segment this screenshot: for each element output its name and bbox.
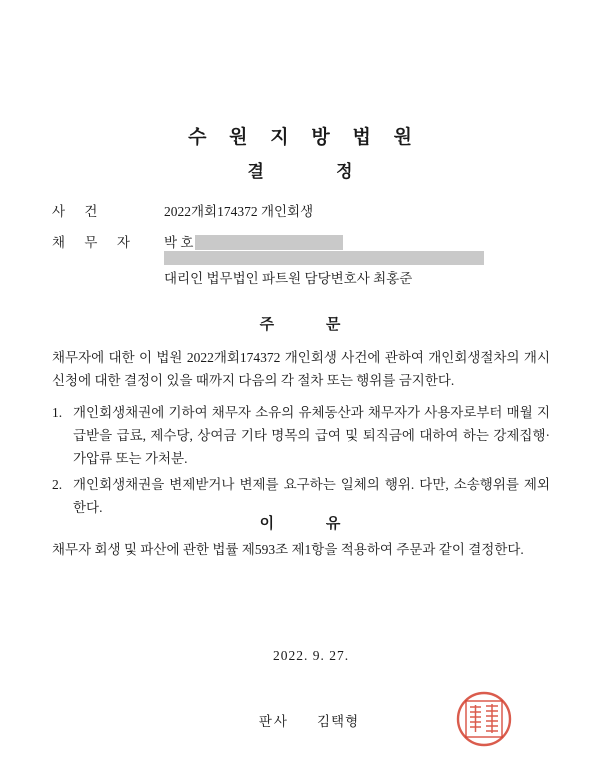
judge-title: 판사 [258,714,289,729]
field-agent [52,270,552,288]
orders-list [52,401,550,522]
field-agent-value: 대리인 법무법인 파트원 담당변호사 최홍준 [164,271,413,286]
field-case-label: 사 건 [52,204,106,219]
list-item-number: 1. [52,405,63,420]
document-kind-title: 결 정 [247,162,387,181]
section-heading-reason: 이 유 [259,516,365,532]
section-heading-main: 주 문 [259,317,365,333]
field-debtor [52,234,552,252]
field-debtor-label: 채 무 자 [52,235,138,250]
list-item-text: 개인회생채권을 변제받거나 변제를 요구하는 일체의 행위. 다만, 소송행위를 제외한다. [73,477,550,515]
list-item-number: 2. [52,477,63,492]
field-case-value: 2022개회174372 개인회생 [164,204,314,219]
field-case [52,203,552,221]
judge-name: 김택형 [316,714,360,729]
decision-date: 2022. 9. 27. [272,648,350,663]
court-title: 수 원 지 방 법 원 [188,127,421,148]
redaction-bar-address [164,251,484,265]
redaction-bar-name [195,235,343,250]
section-text-main: 채무자에 대한 이 법원 2022개회174372 개인회생 사건에 관하여 개인회생절차의 개시신청에 대한 결정이 있을 때까지 다음의 각 절차 또는 행위를 금지한다. [52,350,550,388]
court-seal-icon [455,690,513,748]
section-text-reason: 채무자 회생 및 파산에 관한 법률 제593조 제1항을 적용하여 주문과 같이 결정한다. [52,542,524,557]
field-debtor-value: 박 호 [164,235,194,250]
list-item [52,401,550,470]
list-item-text: 개인회생채권에 기하여 채무자 소유의 유체동산과 채무자가 사용자로부터 매월 지급받을 급료, 제수당, 상여금 기타 명목의 급여 및 퇴직금에 대하여 하는 강제집행·가압류 또는 가처분. [73,405,550,466]
